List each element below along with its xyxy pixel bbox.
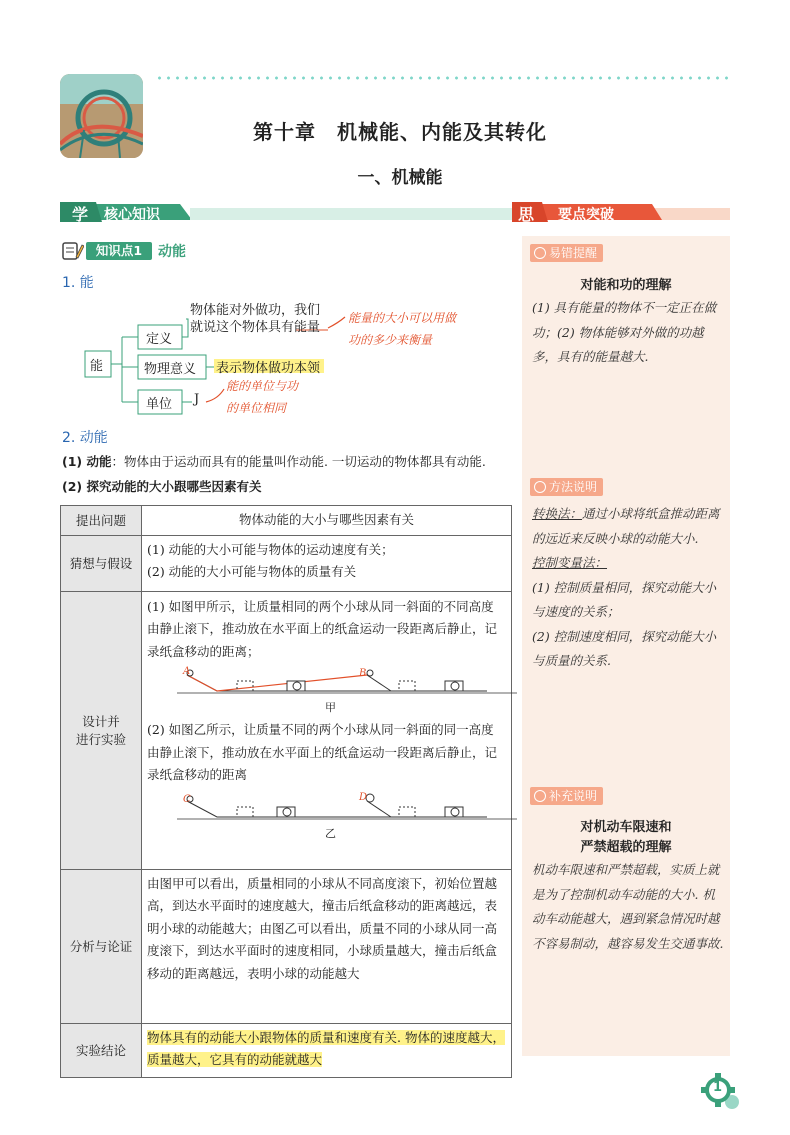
definition-note-line1: 能量的大小可以用做 bbox=[348, 311, 457, 325]
tag-label: 补充说明 bbox=[549, 789, 598, 803]
physics-meaning-label: 物理意义 bbox=[144, 362, 197, 377]
knowledge-point-title: 动能 bbox=[158, 244, 186, 260]
chapter-cover-image bbox=[60, 74, 143, 158]
point-label-c: C bbox=[183, 793, 191, 805]
page-number: 1 bbox=[713, 1080, 723, 1095]
chat-bubble-icon bbox=[534, 481, 546, 493]
row-content: 物体动能的大小与哪些因素有关 bbox=[142, 506, 512, 536]
figure-yi-label: 乙 bbox=[325, 826, 336, 840]
point-label-d: D bbox=[359, 791, 368, 803]
energy-heading: 1. 能 bbox=[62, 275, 94, 291]
definition-note-line2: 功的多少来衡量 bbox=[348, 333, 433, 347]
point-label-a: A bbox=[183, 666, 191, 677]
row-header: 实验结论 bbox=[61, 1023, 142, 1077]
header-dot-line bbox=[155, 76, 730, 80]
kinetic-heading: 2. 动能 bbox=[62, 430, 108, 446]
row-header bbox=[61, 591, 142, 869]
tag-supplement bbox=[530, 787, 603, 805]
row-header: 分析与论证 bbox=[61, 869, 142, 1023]
row-content: 由图甲可以看出，质量相同的小球从不同高度滚下，初始位置越高，到达水平面时的速度越大，撞击后纸盒移动的距离越远，表明小球的动能越大；由图乙可以看出，质量不同的小球从同一高度滚下，到达水平面时的速度相同，小球质量越大，撞击后纸盒移动的距离越远，表明小球的动能越大 bbox=[142, 869, 512, 1023]
energy-concept-map bbox=[60, 295, 510, 420]
sidebar-text-1: (1) 具有能量的物体不一定正在做功；(2) 物体能够对外做的功越多，具有的能量越大. bbox=[532, 300, 717, 364]
row-content bbox=[142, 535, 512, 591]
tag-label: 方法说明 bbox=[549, 480, 598, 494]
tag-label: 易错提醒 bbox=[549, 246, 598, 260]
row-header: 猜想与假设 bbox=[61, 535, 142, 591]
kinetic-definition bbox=[62, 452, 512, 470]
row-content bbox=[142, 591, 512, 869]
knowledge-point-number: 知识点1 bbox=[86, 242, 152, 260]
table-row bbox=[61, 506, 512, 536]
hypothesis-line: (2) 动能的大小可能与物体的质量有关 bbox=[147, 564, 357, 579]
definition-text-line2: 就说这个物体具有能量 bbox=[190, 320, 321, 335]
table-row bbox=[61, 869, 512, 1023]
banner-left-icon: 学 bbox=[72, 205, 89, 224]
figure-yi bbox=[147, 787, 506, 843]
method1-text: 通过小球将纸盒推动距离的远近来反映小球的动能大小. bbox=[532, 506, 720, 546]
physics-meaning-text: 表示物体做功本领 bbox=[216, 361, 321, 376]
conclusion-text: 物体具有的动能大小跟物体的质量和速度有关. 物体的速度越大，质量越大，它具有的动能就越大 bbox=[147, 1029, 505, 1067]
method2-label: 控制变量法： bbox=[532, 555, 608, 570]
banner-right-icon: 思 bbox=[518, 205, 535, 224]
method2-line: (2) 控制速度相同，探究动能大小与质量的关系. bbox=[532, 628, 717, 668]
unit-note-line1: 能的单位与功 bbox=[226, 379, 299, 393]
unit-label: 单位 bbox=[146, 397, 173, 412]
row-content bbox=[142, 1023, 512, 1077]
experiment-table bbox=[60, 505, 512, 1078]
sidebar-text-3: 机动车限速和严禁超载，实质上就是为了控制机动车动能的大小. 机动车动能越大，遇到紧急情况时越不容易制动，越容易发生交通事故. bbox=[532, 862, 724, 951]
banner-right-label: 要点突破 bbox=[558, 207, 614, 223]
chapter-title: 第十章 机械能、内能及其转化 bbox=[253, 120, 547, 144]
explore-title: (2) 探究动能的大小跟哪些因素有关 bbox=[62, 479, 262, 494]
key-points-sidebar bbox=[522, 236, 730, 1056]
bell-icon bbox=[534, 247, 546, 259]
hypothesis-line: (1) 动能的大小可能与物体的运动速度有关； bbox=[147, 541, 394, 557]
definition-label: 定义 bbox=[146, 332, 173, 347]
gear-badge-icon bbox=[534, 790, 546, 802]
table-row bbox=[61, 1023, 512, 1077]
figure-jia-label: 甲 bbox=[325, 701, 336, 714]
figure-jia bbox=[147, 663, 506, 719]
method1-label: 转换法： bbox=[532, 506, 583, 521]
definition-text-line1: 物体能对外做功，我们 bbox=[190, 303, 321, 318]
notebook-pencil-icon bbox=[62, 241, 84, 261]
row-header-line1: 设计并 bbox=[82, 714, 120, 729]
experiment-part1: (1) 如图甲所示，让质量相同的两个小球从同一斜面的不同高度由静止滚下，推动放在水平面上的纸盒运动一段距离后静止，记录纸盒移动的距离； bbox=[147, 598, 498, 659]
energy-root-label: 能 bbox=[90, 359, 104, 374]
core-knowledge-banner bbox=[60, 200, 530, 224]
table-row bbox=[61, 591, 512, 869]
kinetic-definition-label: (1) 动能 bbox=[62, 454, 112, 469]
key-points-banner bbox=[512, 200, 730, 224]
banner-left-label: 核心知识 bbox=[104, 207, 160, 223]
unit-note-line2: 的单位相同 bbox=[226, 401, 287, 415]
experiment-part2: (2) 如图乙所示，让质量不同的两个小球从同一斜面的同一高度由静止滚下，推动放在水平面上的纸盒运动一段距离后静止，记录纸盒移动的距离 bbox=[147, 722, 498, 782]
sidebar-heading-3-line2: 严禁超载的理解 bbox=[580, 840, 672, 855]
section-title: 一、机械能 bbox=[357, 168, 443, 188]
page-number-badge bbox=[700, 1072, 740, 1112]
tag-common-mistakes bbox=[530, 244, 603, 262]
unit-text: J bbox=[194, 392, 200, 407]
method-block bbox=[532, 502, 724, 674]
method2-line: (1) 控制质量相同，探究动能大小与速度的关系； bbox=[532, 579, 717, 619]
point-label-b: B bbox=[359, 668, 367, 679]
row-header-line2: 进行实验 bbox=[75, 732, 126, 747]
kinetic-definition-text: ：物体由于运动而具有的能量叫作动能. 一切运动的物体都具有动能. bbox=[111, 454, 486, 469]
table-row bbox=[61, 535, 512, 591]
sidebar-heading-1: 对能和功的理解 bbox=[580, 278, 672, 293]
row-header: 提出问题 bbox=[61, 506, 142, 536]
sidebar-heading-3-line1: 对机动车限速和 bbox=[580, 820, 672, 835]
tag-method bbox=[530, 478, 603, 496]
